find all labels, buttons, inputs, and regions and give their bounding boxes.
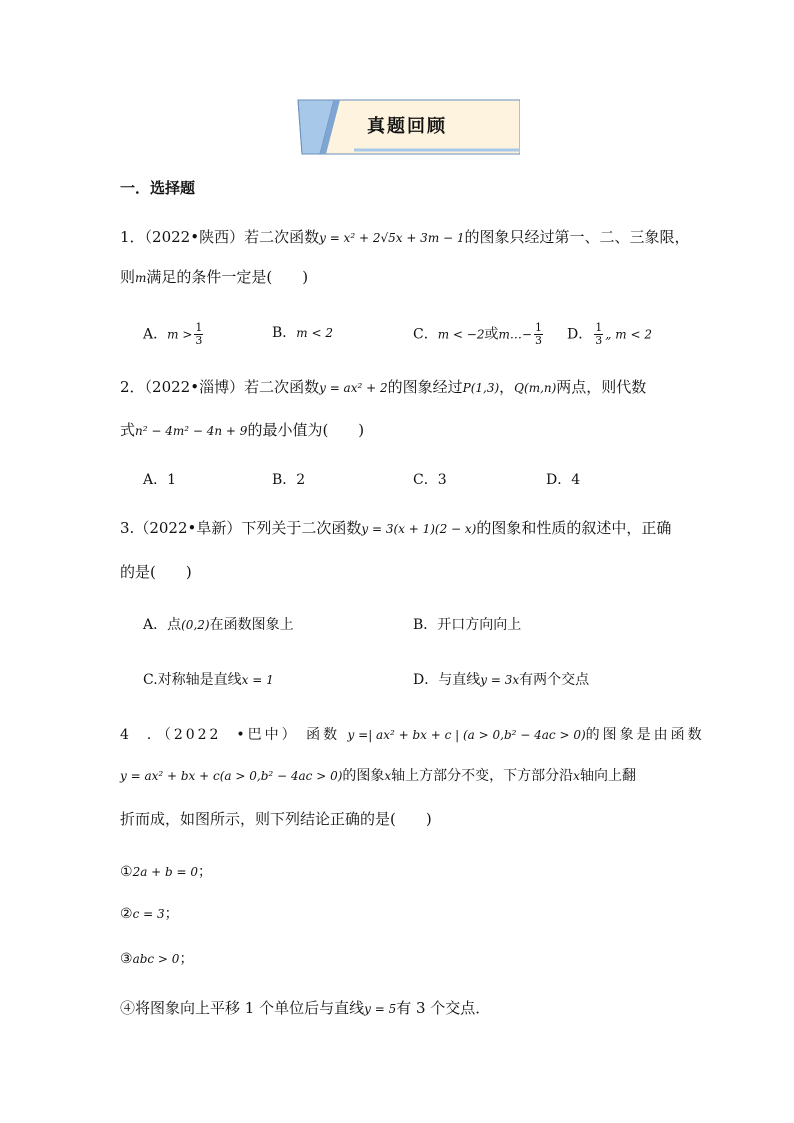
option-math: „ m < 2 [605, 327, 652, 342]
fraction [194, 322, 203, 347]
option-text: 点 [167, 617, 182, 633]
option-label: C． [413, 326, 438, 343]
option-text: 与直线 [438, 672, 481, 688]
fraction [594, 322, 603, 347]
option-math: m < −2 [437, 327, 485, 342]
statement-math: abc > 0 [132, 952, 180, 966]
option-label: B． [413, 617, 438, 633]
statement-text: 将图象向上平移 1 个单位后与直线 [135, 999, 365, 1017]
option-label: A． [143, 617, 168, 633]
statement-marker: ② [120, 906, 133, 922]
statement-text-b: 有 3 个交点． [396, 999, 491, 1017]
statement-end: ； [198, 864, 213, 880]
question-1-option-b[interactable] [272, 322, 333, 344]
question-1-option-a[interactable] [143, 322, 205, 347]
question-4-text: 函数 [306, 727, 341, 743]
question-1-text: 若二次函数 [244, 228, 320, 246]
question-1-number: 1． [120, 228, 145, 246]
option-text: 对称轴是直线 [157, 672, 242, 688]
question-4-var-x-2: x [573, 769, 580, 783]
option-value: 2 [296, 472, 306, 488]
option-value: 1 [167, 472, 177, 488]
option-value: 3 [437, 472, 447, 488]
option-label: C． [413, 472, 438, 488]
banner-title: 真题回顾 [367, 116, 447, 137]
section-banner [294, 98, 520, 156]
question-4-text-3: 折而成，如图所示，则下列结论正确的是( ) [120, 810, 432, 828]
question-4-line-2 [120, 765, 636, 787]
question-1-text-end: 的图象只经过第一、二、三象限， [464, 228, 690, 246]
option-math: x = 1 [241, 673, 274, 687]
question-4-line-1 [120, 724, 705, 746]
question-3-line-2 [120, 561, 192, 583]
option-label: D． [567, 326, 593, 343]
question-4-var-x: x [384, 769, 392, 783]
question-4-text-2b: 轴上方部分不变，下方部分沿 [391, 768, 574, 784]
statement-end: ； [164, 906, 179, 922]
question-1-option-d[interactable] [567, 322, 652, 347]
option-label: C. [143, 672, 158, 688]
question-4-text-b: 的图象是由函数 [585, 727, 705, 743]
option-text: 开口方向向上 [437, 617, 522, 633]
option-label: B． [272, 325, 297, 341]
question-4-line-3 [120, 808, 432, 830]
question-4-number: 4 [120, 727, 132, 743]
question-2-point-q: Q(m,n) [514, 381, 557, 395]
question-3-text: 下列关于二次函数 [241, 519, 362, 537]
statement-marker: ① [120, 864, 133, 880]
question-2-line-1 [120, 376, 646, 399]
option-math: (0,2) [181, 618, 210, 632]
option-math-2: m… [498, 327, 522, 342]
statement-math: y = 5 [364, 1002, 397, 1016]
question-1-text-2b: 满足的条件一定是( ) [146, 268, 309, 286]
fraction [534, 322, 543, 347]
statement-math: c = 3 [132, 907, 165, 921]
option-text-b: 有两个交点 [519, 672, 590, 688]
question-3-option-c[interactable] [143, 669, 274, 691]
question-3-text-b: 的图象和性质的叙述中，正确 [476, 519, 672, 537]
option-math: m > [167, 327, 193, 342]
statement-1 [120, 861, 212, 883]
option-label: A． [143, 472, 168, 488]
option-label: B． [272, 472, 297, 488]
question-2-text: 若二次函数 [244, 378, 320, 396]
question-2-number: 2． [120, 378, 145, 396]
question-3-option-b[interactable] [413, 614, 521, 636]
fraction-numerator: 1 [595, 321, 603, 334]
question-2-formula: y = ax² + 2 [319, 381, 388, 395]
question-2-text-b: 的图象经过 [387, 378, 463, 396]
question-2-text-c: 两点，则代数 [556, 378, 647, 396]
question-1-line-1 [120, 226, 690, 249]
option-negative-sign: − [521, 327, 532, 342]
question-4-source-b: •巴中） [236, 727, 299, 743]
question-3-text-2: 的是( ) [120, 563, 192, 581]
question-1-formula: y = x² + 2√5x + 3m − 1 [319, 231, 465, 245]
question-2-option-a[interactable] [143, 469, 176, 491]
question-2-option-b[interactable] [272, 469, 305, 491]
option-label: A． [143, 326, 168, 343]
question-2-separator: ， [499, 378, 515, 396]
option-math: y = 3x [480, 673, 520, 687]
statement-marker: ④ [120, 999, 136, 1017]
question-1-source: （2022•陕西） [144, 228, 245, 246]
question-3-formula: y = 3(x + 1)(2 − x) [361, 522, 477, 536]
fraction-numerator: 1 [195, 321, 203, 334]
statement-3 [120, 948, 193, 970]
question-2-text-2b: 的最小值为( ) [247, 421, 365, 439]
question-3-line-1 [120, 517, 671, 540]
question-3-option-a[interactable] [143, 614, 294, 636]
question-2-option-d[interactable] [546, 469, 580, 491]
fraction-denominator: 3 [595, 334, 603, 347]
question-1-text-2a: 则 [120, 268, 136, 286]
question-3-option-d[interactable] [413, 669, 589, 691]
question-3-source: （2022•阜新） [134, 519, 242, 537]
question-4-text-2a: 的图象 [342, 768, 385, 784]
question-4-source-a: ．（2022 [146, 727, 222, 743]
fraction-denominator: 3 [534, 334, 542, 347]
question-2-text-2a: 式 [120, 421, 136, 439]
question-4-text-2c: 轴向上翻 [579, 768, 636, 784]
statement-2 [120, 903, 179, 925]
option-value: 4 [571, 472, 581, 488]
question-1-var-m: m [135, 271, 147, 285]
statement-4 [120, 997, 490, 1020]
statement-marker: ③ [120, 951, 133, 967]
statement-end: ； [179, 951, 194, 967]
question-2-point-p: P(1,3) [462, 381, 500, 395]
option-label: D． [413, 672, 439, 688]
question-2-formula-2: n² − 4m² − 4n + 9 [135, 424, 248, 438]
section-heading: 一．选择题 [120, 179, 196, 197]
fraction-numerator: 1 [534, 321, 542, 334]
option-text-b: 在函数图象上 [209, 617, 294, 633]
question-4-formula-2: y = ax² + bx + c(a > 0,b² − 4ac > 0) [120, 769, 343, 783]
option-text: 或 [484, 326, 499, 343]
question-4-formula: y =| ax² + bx + c | (a > 0,b² − 4ac > 0) [347, 728, 586, 742]
question-1-option-c[interactable] [413, 322, 545, 347]
question-3-number: 3. [120, 519, 135, 537]
option-label: D． [546, 472, 572, 488]
question-2-option-c[interactable] [413, 469, 447, 491]
statement-math: 2a + b = 0 [132, 865, 199, 879]
question-2-line-2 [120, 419, 364, 442]
fraction-denominator: 3 [195, 334, 203, 347]
question-2-source: （2022•淄博） [144, 378, 245, 396]
option-math: m < 2 [296, 326, 333, 340]
question-1-line-2 [120, 266, 308, 289]
